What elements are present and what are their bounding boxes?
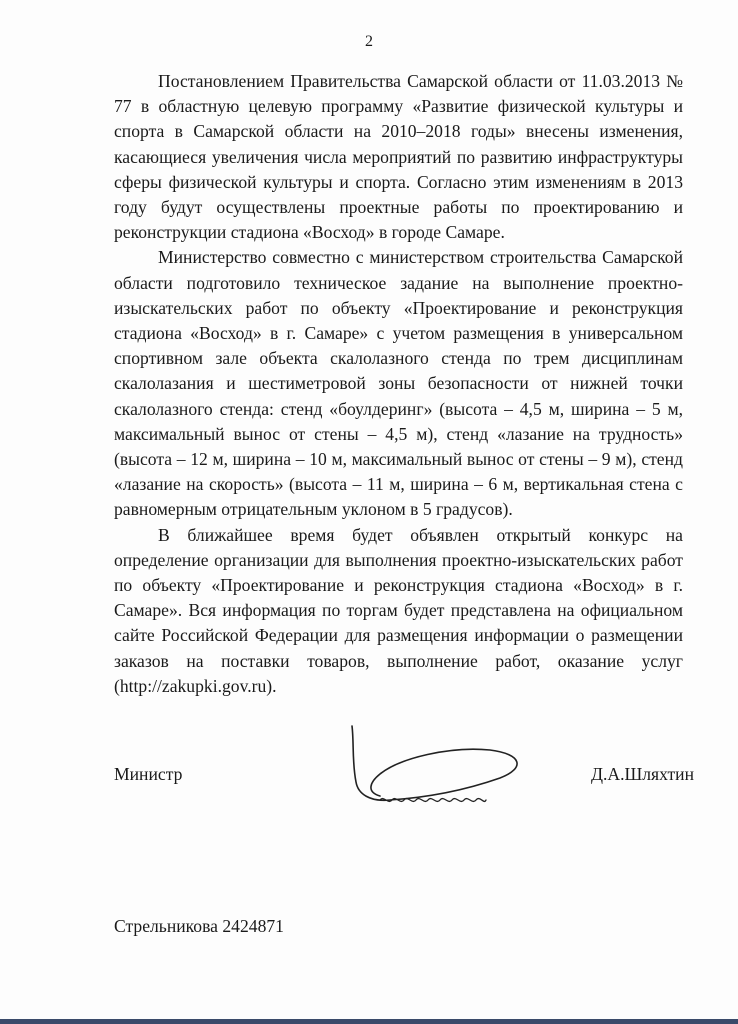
paragraph-technical-task: Министерство совместно с министерством строительства Самарской области подготовило техническое задание на выполнение проектно-изыскательских работ по объекту «Проектирование и реконструкция стадиона «Восход» в г. Самаре» с учетом размещения в универсальном спортивном зале объекта скалолазного стенда по трем дисциплинам скалолазания и шестиметровой зоны безопасности от нижней точки скалолазного стенда: стенд «боулдеринг» (высота – 4,5 м, ширина – 5 м, максимальный вынос от стены – 4,5 м), стенд «лазание на трудность» (высота – 12 м, ширина – 10 м, максимальный вынос от стены – 9 м), стенд «лазание на скорость» (высота – 11 м, ширина – 6 м, вертикальная стена с равномерным отрицательным уклоном в 5 градусов). bbox=[114, 247, 683, 520]
paragraph-tender: В ближайшее время будет объявлен открытый конкурс на определение организации для выполнения проектно-изыскательских работ по объекту «Проектирование и реконструкция стадиона «Восход» в г. Самаре». Вся информация по торгам будет представлена на официальном сайте Российской Федерации для размещения информации о размещении заказов на поставки товаров, выполнение работ, оказание услуг (http://zakupki.gov.ru). bbox=[114, 524, 683, 696]
paragraph-resolution: Постановлением Правительства Самарской области от 11.03.2013 № 77 в областную целевую программу «Развитие физической культуры и спорта в Самарской области на 2010–2018 годы» внесены изменения, касающиеся увеличения числа мероприятий по развитию инфраструктуры сферы физической культуры и спорта. Согласно этим изменениям в 2013 году будут осуществлены проектные работы по проектированию и реконструкции стадиона «Восход» в городе Самаре. bbox=[114, 71, 683, 243]
letter-body bbox=[114, 69, 683, 699]
executor-contact: Стрельникова 2424871 bbox=[114, 916, 284, 936]
page-number: 2 bbox=[365, 33, 373, 50]
signatory-name: Д.А.Шляхтин bbox=[590, 764, 694, 784]
signatory-title: Министр bbox=[114, 764, 183, 784]
scan-bottom-edge bbox=[0, 1019, 738, 1024]
signature-block bbox=[114, 764, 694, 794]
